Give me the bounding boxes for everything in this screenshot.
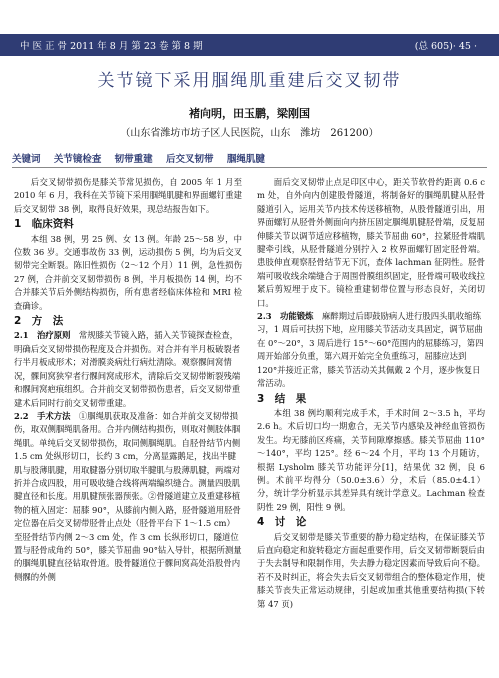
article-title: 关节镜下采用腘绳肌重建后交叉韧带 [97,71,402,91]
clinical-data-paragraph: 本组 38 例，男 25 例、女 13 例。年龄 25～58 岁，中位数 36 岁。交通事故伤 33 例，运动损伤 5 例，均为后交叉韧带完全断裂。陈旧性损伤（2～12 个月）11 例，急性损伤 27 例，合并前交叉韧带损伤 8 例，半月板损伤 14 例，均不合并膝关节后外侧结构损伤，所有患者经临床体检和 MRI 检查确诊。 [14,233,242,311]
section-heading-results: 3 结 果 [257,392,307,405]
subsection-heading: 2.3 功能锻炼 [257,311,314,322]
subsection-heading: 2.2 手术方法 [14,410,71,421]
treatment-principle-text: 常规膝关节镜入路，插入关节镜探查检查，明确后交叉韧带损伤程度及合并损伤。对合并有半月板破裂者行半月板成形术；对滑膜炎病灶行病灶清除。观察髁间窝情况，髁间窝狭窄者行髁间窝成形术，清除后交叉韧带断裂残端和髁间窝疤痕组织。合并前交叉韧带损伤患者，后交叉韧带重建术后同时行前交叉韧带重建。 [14,330,241,408]
keyword-item: 韧带重建 [114,154,153,165]
section-heading-discussion: 4 讨 论 [257,516,307,529]
subsection-heading: 2.1 治疗原则 [14,330,71,341]
affiliation: （山东省潍坊市坊子区人民医院，山东 潍坊 261200） [120,128,379,139]
authors: 褚向明，田玉鹏，梁刚国 [189,107,310,120]
discussion-paragraph: 后交叉韧带是膝关节重要的静力稳定结构，在保证膝关节后直向稳定和旋转稳定方面起重要作用，后交叉韧带断裂后由于失去制导和限制作用，失去静力稳定因素而导致后向不稳。若不及时纠正，将会失去后交叉韧带组合的整体稳定作用，使膝关节丧失正常运动规律，引起或加重其他重要结构损(下转第 47 页) [257,531,485,609]
surgery-continued-paragraph: 面后交叉韧带止点足印区中心，距关节软骨约距离 0.6 cm 处，自外向内创建股骨隧道，将制备好的腘绳肌腱从胫骨隧道引入，运用关节内技术传送移植物，从股骨隧道引出，用界面螺钉从胫骨外侧面向内挤压固定腘绳肌腱胫骨端，反复屈伸膝关节以调节适应移植物，膝关节屈曲 60°，拉紧胫骨端肌腱牵引线，从胫骨隧道分别拧入 2 枚界面螺钉固定胫骨端。患肢伸直观察胫骨结节无下沉，查体 lachman 征阴性。胫骨端可吸收线余端缝合于周围骨膜组织固定，胫骨端可吸收线拉紧后剪短埋于皮下。镜检重建韧带位置与形态良好，关闭切口。 [257,177,485,308]
results-paragraph: 本组 38 例均顺利完成手术，手术时间 2～3.5 h，平均 2.6 h。术后切口均一期愈合，无关节内感染及神经血管损伤发生。均无膝前区疼痛，关节间隙摩擦感。膝关节屈曲 110°～140°，平均 125°。经 6～24 个月，平均 13 个月随访，根据 Lysholm 膝关节功能评分[1]，结果优 32 例，良 6 例。术前平均得分（50.0±3.6）分，术后（85.0±4.1）分，统计学分析显示其差异具有统计学意义。Lachman 检查阴性 29 例，阳性 9 例。 [257,407,485,512]
right-column [257,176,485,611]
keyword-item: 后交叉韧带 [165,154,214,165]
intro-paragraph: 后交叉韧带损伤是膝关节常见损伤，自 2005 年 1 月至 2010 年 6 月，我科在关节镜下采用腘绳肌腱和界面螺钉重建后交叉韧带 38 例，取得良好效果，现总结报告如下。 [14,177,242,214]
rehab-text: 麻醉期过后即鼓励病人进行股四头肌收缩练习，1 周后可扶拐下地，应用膝关节活动支具固定，调节屈曲在 0°～20°，3 周后进行 15°～60°范围内的屈膝练习，第四周开始部分负重，第六周开始完全负重练习，屈膝应达到 120°并接近正常，膝关节活动关其佩戴 2 个月，逐步恢复日常活动。 [257,311,484,389]
divider [12,167,487,168]
keyword-item: 关节镜检查 [53,154,102,165]
journal-header-bar [0,34,499,56]
journal-issue-info: 中 医 正 骨 2011 年 8 月 第 23 卷 第 8 期 [20,41,203,52]
surgical-method-text: ①腘绳肌获取及准备：如合并前交叉韧带损伤，取双侧腘绳肌备用。合并内侧结构损伤，则取对侧肢体腘绳肌。单纯后交叉韧带损伤，取同侧腘绳肌。自胫骨结节内侧 1.5 cm 处纵形切口，长约 3 cm，分离显露鹅足，找出半腱肌与股薄肌腱，用取腱器分别切取半腱肌与股薄肌腱，两端对折并合成四股，用可吸收缝合线将两端编织缝合。测量四股肌腱直径和长度。用肌腱预张器预张。②骨隧道建立及重建移植物的植入固定：屈膝 90°，从膝前内侧入路，胫骨隧道用胫骨定位器在后交叉韧带胫骨止点处（胫骨平台下 1～1.5 cm）至胫骨结节内侧 2～3 cm 处，作 3 cm 长纵形切口，隧道位置与胫骨成角约 50°，膝关节屈曲 90°钻入导针，根据所测量的腘绳肌腱直径钻取骨道。股骨隧道位于髁间窝高处沿股骨内侧髁的外侧 [14,410,242,582]
section-heading-clinical-data: 1 临床资料 [14,218,74,231]
keywords-line [12,151,275,165]
keyword-item: 腘绳肌腱 [226,154,265,165]
keywords-label: 关键词 [12,154,41,165]
left-column [14,176,242,584]
page-number: (总 605)· 45 · [414,41,477,52]
section-heading-methods: 2 方 法 [14,315,64,328]
